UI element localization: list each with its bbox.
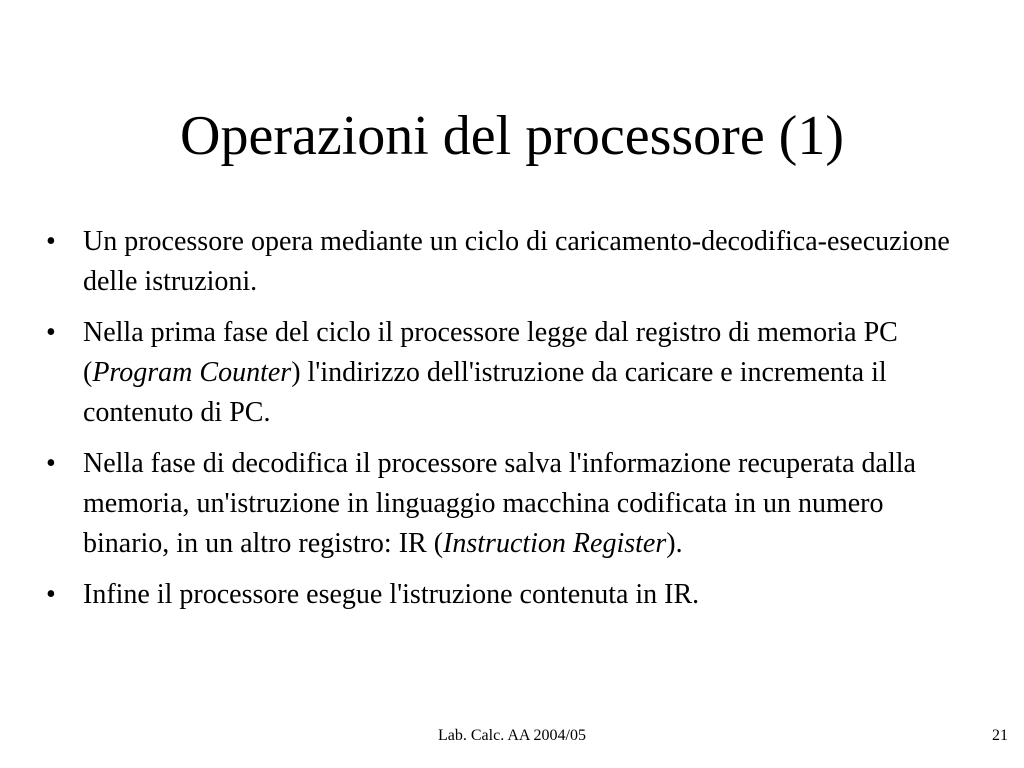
bullet-text-italic: Instruction Register xyxy=(443,528,667,559)
bullet-text xyxy=(83,226,950,297)
bullet-text xyxy=(83,579,699,610)
bullet-list xyxy=(46,222,976,626)
bullet-text xyxy=(83,317,898,428)
bullet-text-segment: Nella prima fase del ciclo il processore legge dal registro di memoria PC ( xyxy=(83,317,898,388)
slide-title: Operazioni del processore (1) xyxy=(180,105,844,167)
bullet-item xyxy=(46,222,976,302)
bullet-item xyxy=(46,444,976,564)
bullet-text xyxy=(83,448,916,559)
slide-footer: Lab. Calc. AA 2004/05 xyxy=(438,727,586,744)
bullet-text-segment: Un processore opera mediante un ciclo di caricamento-decodifica-esecuzione delle istruzioni. xyxy=(83,226,950,297)
bullet-text-segment: ) l'indirizzo dell'istruzione da caricare e incrementa il contenuto di PC. xyxy=(83,357,887,428)
bullet-dot-icon: • xyxy=(46,579,56,610)
bullet-text-italic: Program Counter xyxy=(92,357,292,388)
bullet-text-segment: Infine il processore esegue l'istruzione contenuta in IR. xyxy=(83,579,700,610)
bullet-dot-icon: • xyxy=(46,448,56,479)
bullet-text-segment: Nella fase di decodifica il processore salva l'informazione recuperata dalla memoria, un'istruzione in linguaggio macchina codificata in un numero binario, in un altro registro: IR ( xyxy=(83,448,916,559)
bullet-dot-icon: • xyxy=(46,317,56,348)
bullet-dot-icon: • xyxy=(46,226,56,257)
page-number: 21 xyxy=(992,727,1008,744)
bullet-text-segment: ). xyxy=(666,528,683,559)
bullet-item xyxy=(46,575,976,615)
bullet-item xyxy=(46,313,976,433)
